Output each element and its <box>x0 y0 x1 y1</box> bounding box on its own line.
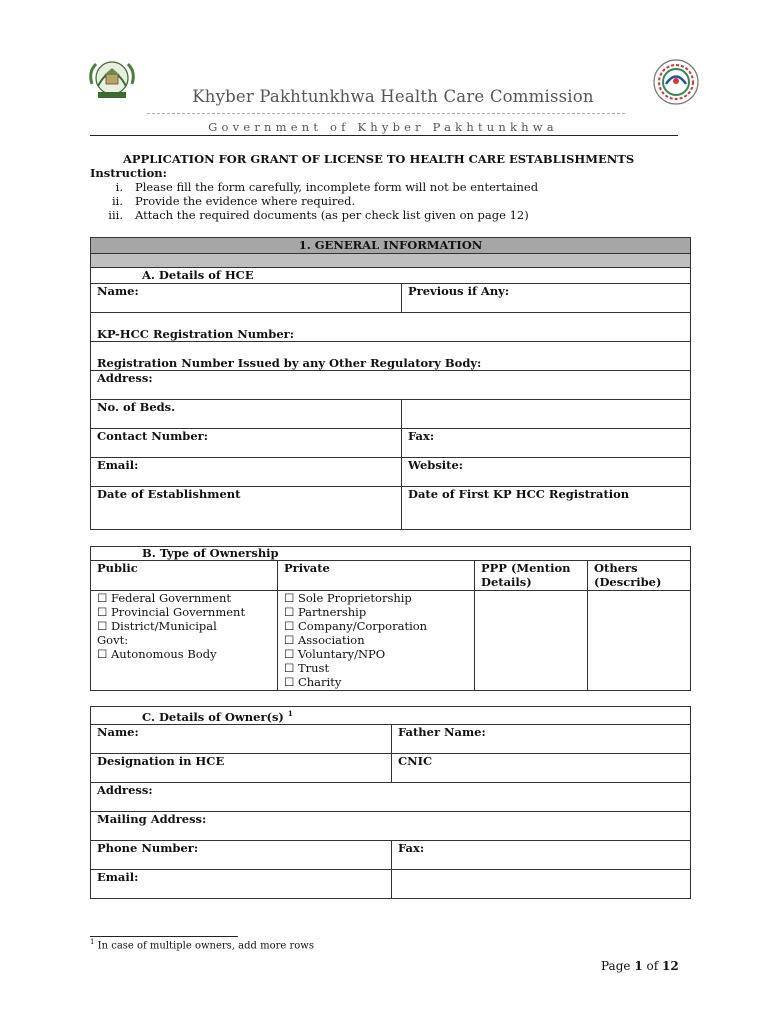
hce-address-field[interactable]: Address: <box>91 371 691 400</box>
fax-field[interactable]: Fax: <box>402 429 691 458</box>
checkbox-option[interactable]: ☐ Sole Proprietorship <box>284 591 412 605</box>
checkbox-option[interactable]: ☐ Association <box>284 633 365 647</box>
page-total: 12 <box>662 959 679 973</box>
owners-heading <box>91 707 691 725</box>
checkbox-option[interactable]: ☐ Provincial Government <box>97 605 246 619</box>
instruction-number: i. <box>115 180 123 194</box>
checkbox-option[interactable]: ☐ Voluntary/NPO <box>284 647 386 661</box>
footnote-divider <box>90 936 238 937</box>
instruction-number: ii. <box>111 194 123 208</box>
checkbox-option-continuation: Govt: <box>97 633 129 647</box>
instruction-heading: Instruction: <box>90 166 167 180</box>
private-options <box>278 591 475 691</box>
checkbox-option[interactable]: ☐ Partnership <box>284 605 367 619</box>
footnote <box>90 938 314 951</box>
owner-fax-field[interactable]: Fax: <box>392 840 691 869</box>
checkbox-option[interactable]: ☐ District/Municipal <box>97 619 217 633</box>
beds-value-field[interactable] <box>402 400 691 429</box>
owner-phone-field[interactable]: Phone Number: <box>91 840 392 869</box>
checkbox-option[interactable]: ☐ Autonomous Body <box>97 647 217 661</box>
owner-email-extra-field[interactable] <box>392 869 691 898</box>
ownership-table <box>90 546 691 691</box>
others-describe-field[interactable] <box>588 591 691 691</box>
footnote-reference: 1 <box>287 709 293 718</box>
email-field[interactable]: Email: <box>91 458 402 487</box>
cnic-field[interactable]: CNIC <box>392 753 691 782</box>
beds-field[interactable]: No. of Beds. <box>91 400 402 429</box>
ppp-details-field[interactable] <box>475 591 588 691</box>
owners-heading-text: C. Details of Owner(s) <box>142 709 284 724</box>
owner-details-table <box>90 706 691 899</box>
instruction-text: Attach the required documents (as per check list given on page 12) <box>135 208 529 222</box>
checkbox-option[interactable]: ☐ Company/Corporation <box>284 619 428 633</box>
hce-name-field[interactable]: Name: <box>91 284 402 313</box>
header-dashed-divider <box>147 113 625 114</box>
public-column-header: Public <box>91 561 278 591</box>
section-heading: 1. GENERAL INFORMATION <box>91 238 691 254</box>
instruction-number: iii. <box>108 208 123 222</box>
owner-address-field[interactable]: Address: <box>91 782 691 811</box>
page-prefix: Page <box>601 959 631 973</box>
designation-field[interactable]: Designation in HCE <box>91 753 392 782</box>
date-first-registration-field[interactable]: Date of First KP HCC Registration <box>402 487 691 530</box>
page-number <box>601 959 679 973</box>
owner-email-field[interactable]: Email: <box>91 869 392 898</box>
page-current: 1 <box>634 959 643 973</box>
father-name-field[interactable]: Father Name: <box>392 724 691 753</box>
ppp-column-header: PPP (Mention Details) <box>475 561 588 591</box>
instruction-text: Provide the evidence where required. <box>135 194 356 208</box>
checkbox-option[interactable]: ☐ Federal Government <box>97 591 232 605</box>
header-rule <box>90 135 678 136</box>
kp-hcc-registration-field[interactable]: KP-HCC Registration Number: <box>91 313 691 342</box>
private-column-header: Private <box>278 561 475 591</box>
footnote-number: 1 <box>90 938 95 946</box>
ownership-heading: B. Type of Ownership <box>91 547 691 561</box>
footnote-text: In case of multiple owners, add more rows <box>97 940 314 952</box>
section-spacer-row <box>91 254 691 268</box>
owner-name-field[interactable]: Name: <box>91 724 392 753</box>
general-information-table <box>90 237 691 530</box>
org-name: Khyber Pakhtunkhwa Health Care Commission <box>192 87 594 106</box>
government-name: Government of Khyber Pakhtunkhwa <box>208 120 558 134</box>
page-of: of <box>646 959 659 973</box>
previous-name-field[interactable]: Previous if Any: <box>402 284 691 313</box>
checkbox-option[interactable]: ☐ Charity <box>284 675 342 689</box>
other-registration-field[interactable]: Registration Number Issued by any Other Regulatory Body: <box>91 342 691 371</box>
checkbox-option[interactable]: ☐ Trust <box>284 661 330 675</box>
contact-number-field[interactable]: Contact Number: <box>91 429 402 458</box>
form-title: APPLICATION FOR GRANT OF LICENSE TO HEALTH CARE ESTABLISHMENTS <box>123 152 635 166</box>
instruction-text: Please fill the form carefully, incomplete form will not be entertained <box>135 180 539 194</box>
mailing-address-field[interactable]: Mailing Address: <box>91 811 691 840</box>
subsection-heading: A. Details of HCE <box>91 268 691 284</box>
others-column-header: Others (Describe) <box>588 561 691 591</box>
website-field[interactable]: Website: <box>402 458 691 487</box>
public-options <box>91 591 278 691</box>
date-of-establishment-field[interactable]: Date of Establishment <box>91 487 402 530</box>
